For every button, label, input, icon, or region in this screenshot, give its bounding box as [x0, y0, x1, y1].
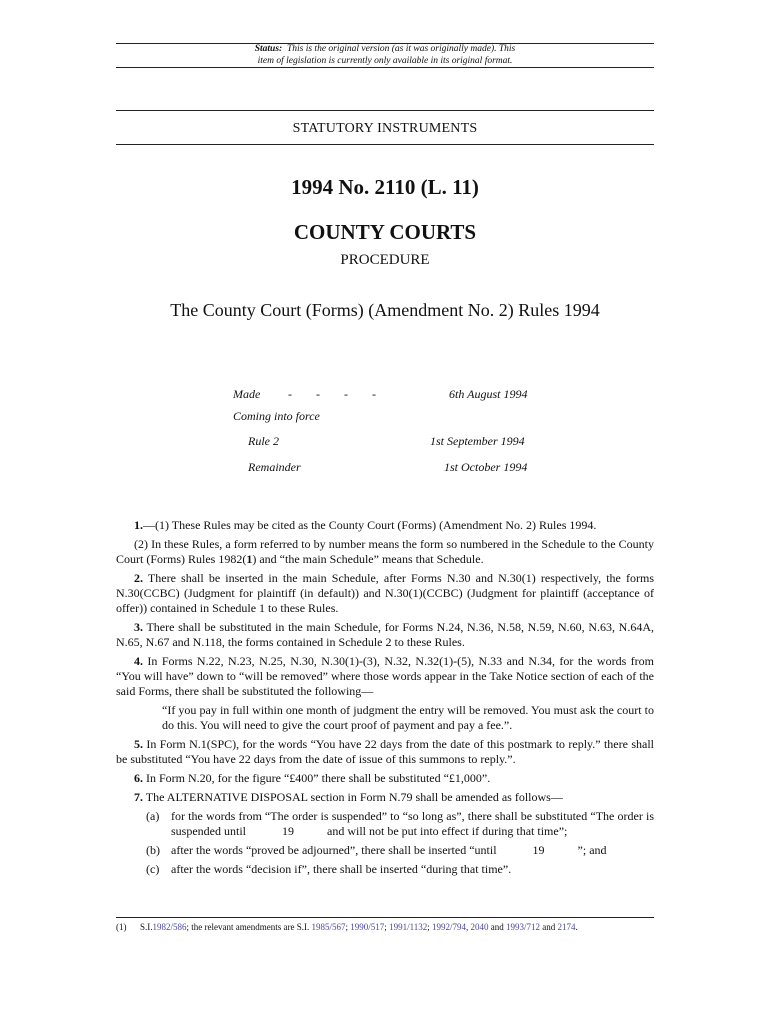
rule2-date: 1st September 1994	[430, 434, 525, 448]
paragraph-text: (2) In these Rules, a form referred to by number means the form so numbered in the Schedule to the County Court (Forms) Rules 1982(	[116, 537, 654, 566]
status-bottom-rule	[116, 67, 654, 68]
paragraph-text: There shall be substituted in the main Schedule, for Forms N.24, N.36, N.58, N.59, N.60, N.63, N.64A, N.65, N.67 and N.118, the forms contained in Schedule 2 to these Rules.	[116, 620, 654, 649]
made-date: 6th August 1994	[449, 387, 528, 401]
paragraph-6	[116, 771, 654, 786]
subject-heading: COUNTY COURTS	[293, 220, 477, 244]
rule2-label: Rule 2	[248, 434, 279, 448]
footnote-and: and	[542, 922, 556, 932]
status-label: Status:	[254, 44, 283, 54]
footnote-number: (1)	[116, 922, 127, 932]
footnote-link-1993-712[interactable]: 1993/712	[506, 922, 541, 932]
list-item-c	[116, 862, 654, 877]
status-notice	[116, 43, 654, 67]
status-line1: This is the original version (as it was originally made). This	[286, 44, 516, 54]
footnote-and: and	[490, 922, 504, 932]
footnote-text: ; the relevant amendments are S.I.	[186, 922, 310, 932]
paragraph-2	[116, 571, 654, 616]
paragraph-text: In Form N.1(SPC), for the words “You have 22 days from the date of this postmark to reply.” there shall be substituted “You have 22 days from the date of issue of this summons to reply.”.	[116, 737, 654, 766]
list-label: (a)	[146, 809, 160, 823]
header-bottom-rule	[116, 144, 654, 145]
remainder-label: Remainder	[248, 460, 301, 474]
footnote-link-2174[interactable]: 2174	[557, 922, 576, 932]
rules-body	[116, 518, 657, 877]
coming-into-force-label: Coming into force	[233, 409, 320, 423]
remainder-date: 1st October 1994	[444, 460, 528, 474]
made-dashes: - - - -	[288, 387, 376, 401]
paragraph-text: In Forms N.22, N.23, N.25, N.30, N.30(1)-(3), N.32, N.32(1)-(5), N.33 and N.34, for the words from “You will have” down to “will be removed” where those words appear in the Take Notice section of each of the said Forms, there shall be substituted the following—	[116, 654, 654, 698]
paragraph-number: 6.	[134, 771, 143, 785]
paragraph-number: 5.	[134, 737, 143, 751]
paragraph-text: The ALTERNATIVE DISPOSAL section in Form N.79 shall be amended as follows—	[143, 790, 563, 804]
paragraph-number: 7.	[134, 790, 143, 804]
paragraph-number: 3.	[134, 620, 143, 634]
footnote-link-1991-1132[interactable]: 1991/1132	[389, 922, 428, 932]
list-label: (b)	[146, 843, 160, 857]
paragraph-text: —(1) These Rules may be cited as the County Court (Forms) (Amendment No. 2) Rules 1994.	[143, 518, 597, 532]
quoted-text: “If you pay in full within one month of judgment the entry will be removed. You must ask the court to do this. You will need to give the court proof of payment and pay a fee.”.	[162, 703, 654, 732]
instrument-title: The County Court (Forms) (Amendment No. 2) Rules 1994	[170, 300, 600, 320]
made-label: Made	[233, 387, 261, 401]
footnote-link-1985-567[interactable]: 1985/567	[311, 922, 346, 932]
footnote-ref[interactable]: 1	[246, 552, 253, 566]
footnote-rule	[116, 917, 654, 918]
list-item-b	[116, 843, 654, 858]
status-line2: item of legislation is currently only available in its original format.	[257, 56, 513, 66]
paragraph-number: 4.	[134, 654, 143, 668]
footnote-link-1982-586[interactable]: 1982/586	[152, 922, 187, 932]
paragraph-number: 1.	[134, 518, 143, 532]
paragraph-text: In Form N.20, for the figure “£400” there shall be substituted “£1,000”.	[143, 771, 491, 785]
paragraph-4	[116, 654, 654, 699]
list-item-a	[116, 809, 657, 839]
list-label: (c)	[146, 862, 160, 876]
paragraph-1-2	[116, 537, 654, 567]
paragraph-7	[116, 790, 654, 805]
header-top-rule	[116, 110, 654, 111]
list-text: after the words “proved be adjourned”, there shall be inserted “until 19 ”; and	[171, 843, 607, 857]
footnote: (1) S.I.1982/586; the relevant amendments are S.I. 1985/567; 1990/517; 1991/1132; 1992/794, 2040 and 1993/712 and 2174.	[116, 922, 578, 932]
paragraph-number: 2.	[134, 571, 143, 585]
paragraph-1	[116, 518, 654, 533]
subsubject-heading: PROCEDURE	[340, 252, 430, 268]
instrument-type: STATUTORY INSTRUMENTS	[292, 121, 478, 136]
paragraph-3	[116, 620, 654, 650]
list-text: for the words from “The order is suspended” to “so long as”, there shall be substituted “The order is suspended until 19 and will not be put into effect if during that time”;	[171, 809, 657, 838]
footnote-si-prefix: S.I.	[140, 922, 153, 932]
footnote-link-2040[interactable]: 2040	[470, 922, 489, 932]
paragraph-5	[116, 737, 654, 767]
instrument-number: 1994 No. 2110 (L. 11)	[291, 175, 479, 199]
list-text: after the words “decision if”, there shall be inserted “during that time”.	[171, 862, 512, 876]
footnote-link-1992-794[interactable]: 1992/794	[432, 922, 467, 932]
paragraph-text: ) and “the main Schedule” means that Schedule.	[252, 552, 484, 566]
paragraph-text: There shall be inserted in the main Schedule, after Forms N.30 and N.30(1) respectively, the forms N.30(CCBC) (Judgment for plaintiff (in default)) and N.30(1)(CCBC) (Judgment for plaintiff (acceptance of offer)) contained in Schedule 1 to these Rules.	[116, 571, 654, 615]
footnote-link-1990-517[interactable]: 1990/517	[350, 922, 385, 932]
